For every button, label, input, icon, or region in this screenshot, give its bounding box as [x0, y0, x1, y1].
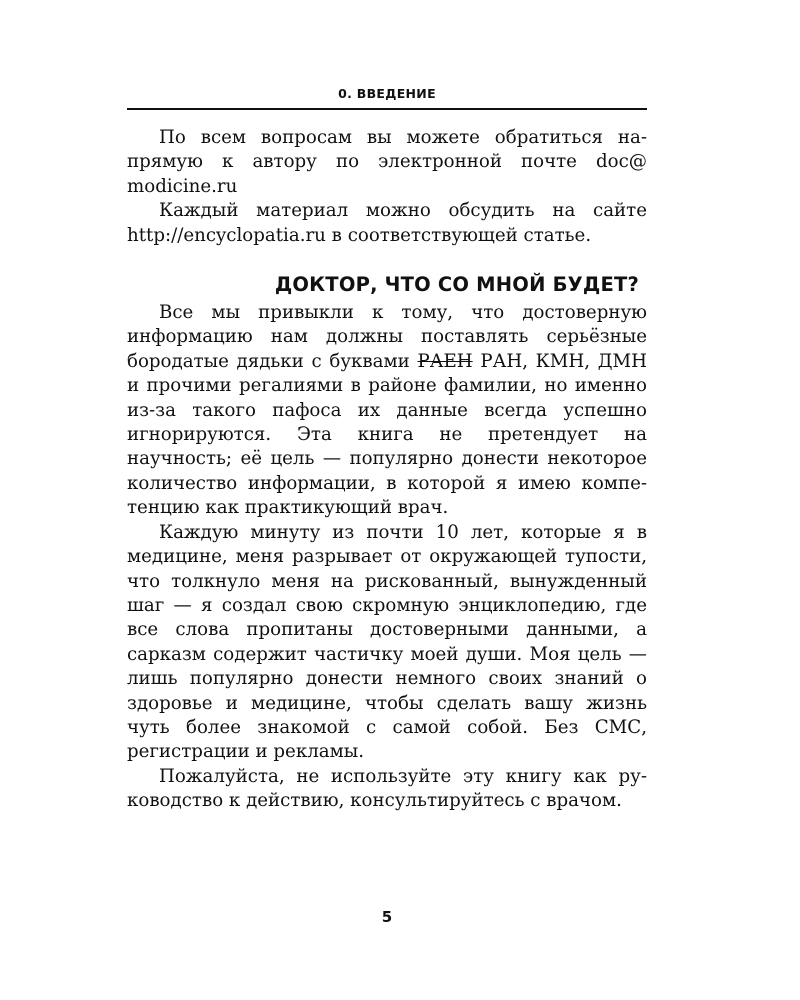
page-content: [127, 126, 647, 814]
running-header: 0. ВВЕДЕНИЕ: [338, 86, 436, 101]
section-paragraph-2: Каждую минуту из почти 10 лет, которые я в медицине, меня разрывает от окружающей тупости, что толкнуло меня на рискованный, вынужденный шаг — я создал свою скромную энциклопедию, где все слова пропитаны достоверными данными, а сарказм содержит частичку моей души. Моя цель — лишь популярно донести немного своих знаний о здоровье и медицине, чтобы сделать вашу жизнь чуть более знакомой с самой собой. Без СМС, регистрации и рекламы.: [127, 521, 647, 763]
struck-word: РАЕН: [417, 350, 473, 372]
section-paragraph-1: [127, 301, 647, 521]
intro-paragraph-website: Каждый материал можно обсудить на сайте http://encyclopatia.ru в соответствующей статье.: [127, 200, 647, 246]
header-rule: [127, 108, 647, 110]
paragraph-1-text-after: РАН, КМН, ДМН и прочими регалиями в районе фамилии, но именно из-за такого пафоса их данные всегда успешно игнорируются. Эта книга не претендует на научность; её цель — популярно донести некоторое количество информации, в которой я имею компетенцию как практикующий врач.: [127, 350, 647, 519]
section-heading: ДОКТОР, ЧТО СО МНОЙ БУДЕТ?: [274, 273, 639, 297]
paragraph-1-text-before: Все мы привыкли к тому, что достоверную информацию нам должны поставлять серьёзные бородатые дядьки с буквами: [127, 302, 647, 372]
page-number: 5: [381, 908, 393, 926]
intro-paragraph-contact: По всем вопросам вы можете обратиться напрямую к автору по электронной почте doc@​modicine.ru: [127, 127, 647, 197]
section-paragraph-3: Пожалуйста, не используйте эту книгу как руководство к действию, консультируйтесь с врачом.: [127, 765, 647, 812]
